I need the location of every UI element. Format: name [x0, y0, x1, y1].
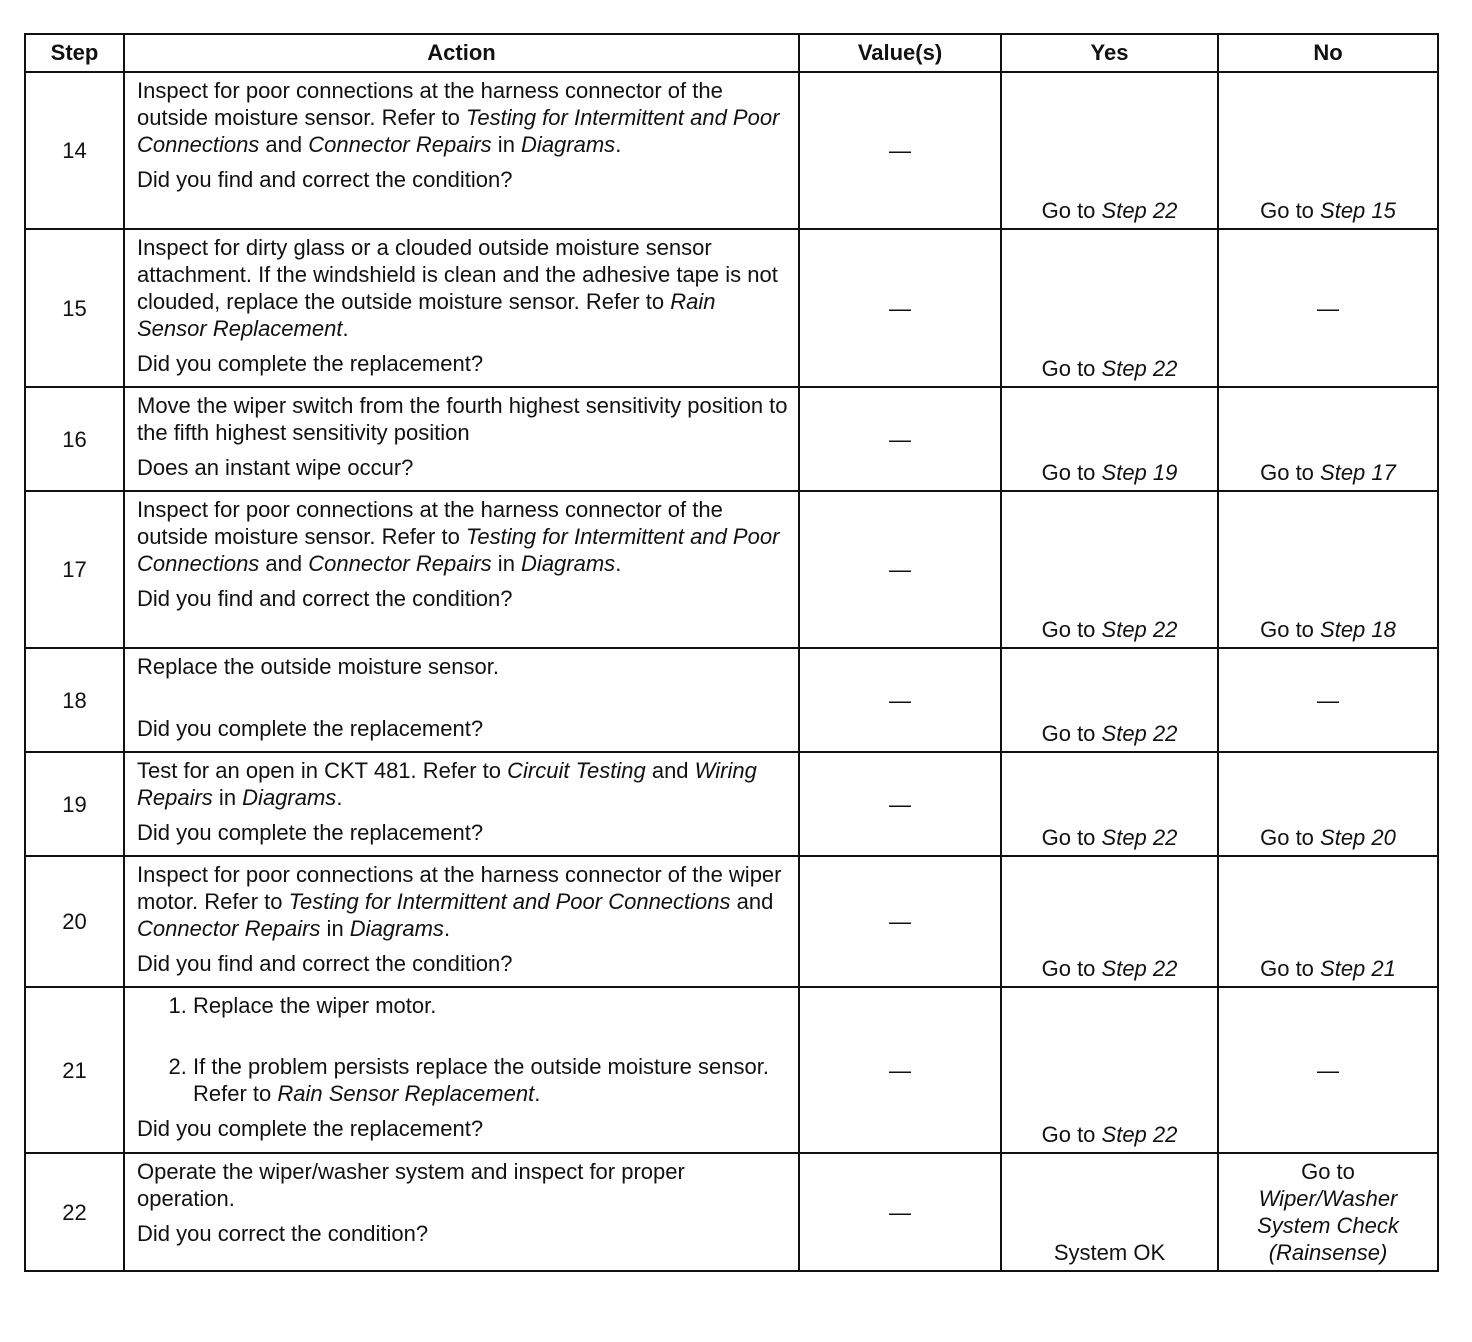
- action-cell: [124, 387, 799, 491]
- ref-link: Wiring Repairs: [137, 758, 757, 810]
- step-link: Step 22: [1101, 825, 1178, 850]
- step-link: Step 22: [1101, 721, 1178, 746]
- list-item: 1. Replace the wiper motor.: [193, 992, 788, 1019]
- value-cell: —: [799, 72, 1001, 229]
- ref-link: Diagrams: [349, 916, 444, 941]
- step-number: 20: [25, 856, 124, 987]
- no-cell: Go to Step 18: [1218, 491, 1438, 648]
- step-number: 19: [25, 752, 124, 856]
- yes-cell: Go to Step 22: [1001, 856, 1218, 987]
- action-question: Did you complete the replacement?: [137, 351, 484, 376]
- no-cell: [1218, 1153, 1438, 1271]
- ref-link: Connector Repairs: [308, 132, 492, 157]
- no-cell: Go to Step 20: [1218, 752, 1438, 856]
- step-link: Step 22: [1101, 356, 1178, 381]
- action-question: Does an instant wipe occur?: [137, 455, 414, 480]
- value-cell: —: [799, 229, 1001, 387]
- table-row: [25, 987, 1438, 1153]
- yes-cell: Go to Step 22: [1001, 752, 1218, 856]
- ref-link: Wiper/Washer System Check (Rainsense): [1257, 1186, 1399, 1265]
- action-instruction: Replace the outside moisture sensor.: [137, 654, 499, 679]
- step-number: 16: [25, 387, 124, 491]
- header-values: Value(s): [799, 34, 1001, 72]
- table-row: [25, 752, 1438, 856]
- step-link: Step 22: [1101, 617, 1178, 642]
- table-row: [25, 387, 1438, 491]
- no-cell: —: [1218, 648, 1438, 752]
- step-number: 18: [25, 648, 124, 752]
- action-instruction: Inspect for poor connections at the harness connector of the outside moisture sensor. Refer to Testing for Intermittent and Poor Connections and Connector Repairs in Diagrams.: [137, 497, 780, 576]
- action-instruction: Inspect for poor connections at the harness connector of the outside moisture sensor. Refer to Testing for Intermittent and Poor Connections and Connector Repairs in Diagrams.: [137, 78, 780, 157]
- ref-link: Testing for Intermittent and Poor Connections: [288, 889, 731, 914]
- step-link: Step 22: [1101, 956, 1178, 981]
- action-cell: [124, 752, 799, 856]
- table-row: [25, 856, 1438, 987]
- table-row: [25, 1153, 1438, 1271]
- action-instruction: Operate the wiper/washer system and inspect for proper operation.: [137, 1159, 685, 1211]
- no-cell: Go to Step 17: [1218, 387, 1438, 491]
- step-link: Step 20: [1320, 825, 1396, 850]
- step-number: 17: [25, 491, 124, 648]
- action-question: Did you correct the condition?: [137, 1221, 429, 1246]
- action-question: Did you complete the replacement?: [137, 1116, 484, 1141]
- ref-link: Testing for Intermittent and Poor Connections: [137, 524, 780, 576]
- ref-link: Diagrams: [521, 551, 616, 576]
- action-cell: [124, 229, 799, 387]
- action-instruction: Inspect for dirty glass or a clouded outside moisture sensor attachment. If the windshield is clean and the adhesive tape is not clouded, replace the outside moisture sensor. Refer to Rain Sensor Replacement.: [137, 235, 778, 341]
- value-cell: —: [799, 648, 1001, 752]
- no-cell: Go to Step 15: [1218, 72, 1438, 229]
- step-number: 15: [25, 229, 124, 387]
- table-row: [25, 648, 1438, 752]
- ref-link: Diagrams: [242, 785, 337, 810]
- yes-cell: Go to Step 22: [1001, 229, 1218, 387]
- ref-link: Rain Sensor Replacement: [137, 289, 716, 341]
- table-row: [25, 491, 1438, 648]
- action-cell: [124, 856, 799, 987]
- table-row: [25, 229, 1438, 387]
- action-question: Did you find and correct the condition?: [137, 167, 513, 192]
- value-cell: —: [799, 752, 1001, 856]
- no-cell: —: [1218, 987, 1438, 1153]
- action-cell: [124, 491, 799, 648]
- action-steps-list: [137, 992, 788, 1107]
- ref-link: Diagrams: [521, 132, 616, 157]
- action-cell: [124, 1153, 799, 1271]
- step-link: Step 18: [1320, 617, 1396, 642]
- ref-link: Circuit Testing: [507, 758, 646, 783]
- step-number: 14: [25, 72, 124, 229]
- action-question: Did you find and correct the condition?: [137, 586, 513, 611]
- step-link: Step 19: [1101, 460, 1178, 485]
- action-cell: [124, 648, 799, 752]
- yes-cell: Go to Step 22: [1001, 72, 1218, 229]
- step-number: 22: [25, 1153, 124, 1271]
- list-item: 2. If the problem persists replace the outside moisture sensor. Refer to Rain Sensor Replacement.: [193, 1053, 788, 1107]
- ref-link: Testing for Intermittent and Poor Connections: [137, 105, 780, 157]
- action-question: Did you complete the replacement?: [137, 820, 484, 845]
- action-instruction: Inspect for poor connections at the harness connector of the wiper motor. Refer to Testing for Intermittent and Poor Connections and Connector Repairs in Diagrams.: [137, 862, 782, 941]
- header-action: Action: [124, 34, 799, 72]
- yes-cell: Go to Step 22: [1001, 491, 1218, 648]
- no-prefix: Go to: [1301, 1159, 1355, 1184]
- diagnostic-table: [24, 33, 1439, 1272]
- step-link: Step 15: [1320, 198, 1396, 223]
- action-instruction: Move the wiper switch from the fourth highest sensitivity position to the fifth highest sensitivity position: [137, 393, 788, 445]
- header-row: [25, 34, 1438, 72]
- step-link: Step 17: [1320, 460, 1396, 485]
- value-cell: —: [799, 1153, 1001, 1271]
- step-link: Step 22: [1101, 1122, 1178, 1147]
- step-number: 21: [25, 987, 124, 1153]
- table-row: [25, 72, 1438, 229]
- ref-link: Rain Sensor Replacement: [277, 1081, 535, 1106]
- action-cell: [124, 987, 799, 1153]
- action-instruction: Test for an open in CKT 481. Refer to Circuit Testing and Wiring Repairs in Diagrams.: [137, 758, 757, 810]
- yes-cell: Go to Step 22: [1001, 648, 1218, 752]
- yes-cell: Go to Step 19: [1001, 387, 1218, 491]
- value-cell: —: [799, 856, 1001, 987]
- yes-cell: System OK: [1001, 1153, 1218, 1271]
- ref-link: Connector Repairs: [308, 551, 492, 576]
- value-cell: —: [799, 987, 1001, 1153]
- yes-cell: Go to Step 22: [1001, 987, 1218, 1153]
- ref-link: Connector Repairs: [137, 916, 321, 941]
- no-cell: —: [1218, 229, 1438, 387]
- value-cell: —: [799, 491, 1001, 648]
- step-link: Step 21: [1320, 956, 1396, 981]
- value-cell: —: [799, 387, 1001, 491]
- header-step: Step: [25, 34, 124, 72]
- action-question: Did you complete the replacement?: [137, 716, 484, 741]
- header-yes: Yes: [1001, 34, 1218, 72]
- action-cell: [124, 72, 799, 229]
- action-question: Did you find and correct the condition?: [137, 951, 513, 976]
- no-cell: Go to Step 21: [1218, 856, 1438, 987]
- step-link: Step 22: [1101, 198, 1178, 223]
- header-no: No: [1218, 34, 1438, 72]
